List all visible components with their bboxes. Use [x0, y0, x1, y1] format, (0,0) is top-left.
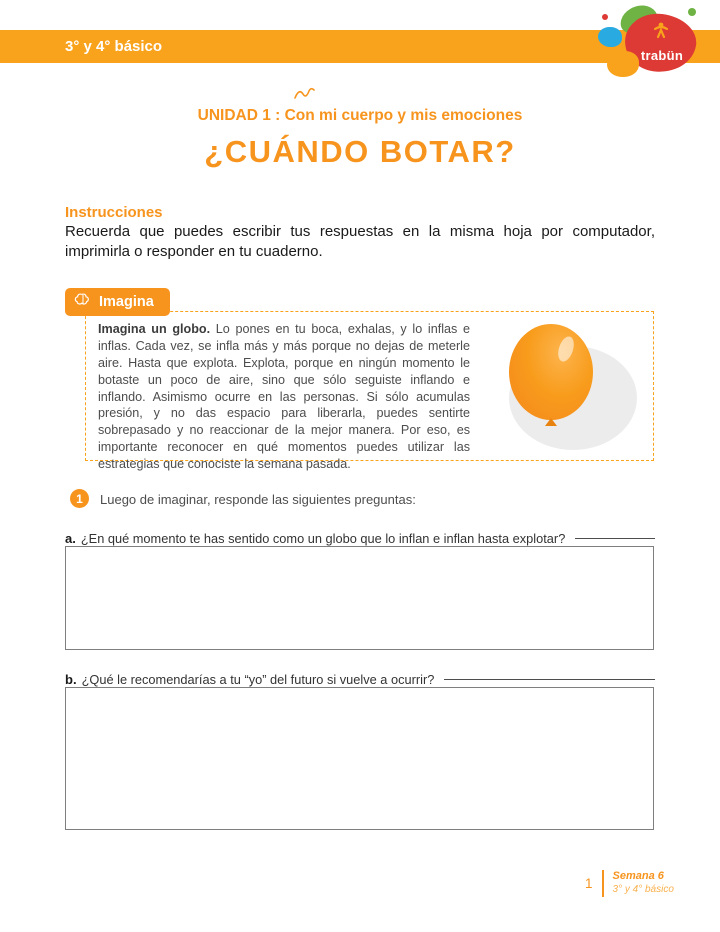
page-number: 1 — [585, 876, 593, 891]
question-b-divider — [444, 679, 655, 680]
question-b-label: b. — [65, 672, 77, 687]
brain-icon — [74, 292, 92, 311]
question-a-text: ¿En qué momento te has sentido como un globo que lo inflan e inflan hasta explotar? — [80, 531, 566, 546]
logo-blue-blob — [598, 27, 622, 47]
question-b — [65, 672, 655, 687]
unit-title: UNIDAD 1 : Con mi cuerpo y mis emociones — [197, 107, 523, 124]
footer-week: Semana 6 — [612, 870, 664, 883]
balloon-icon — [509, 324, 593, 420]
footer-grade: 3° y 4° básico — [612, 884, 674, 896]
imagina-tab — [65, 288, 170, 316]
footer — [585, 870, 674, 897]
imagina-tab-label: Imagina — [99, 293, 154, 310]
logo-splatter-dot — [602, 14, 608, 20]
balloon-knot — [545, 418, 557, 426]
trabun-logo — [598, 6, 698, 80]
imagine-box — [85, 311, 654, 471]
step-intro-text: Luego de imaginar, responde las siguientes preguntas: — [100, 492, 416, 507]
imagine-paragraph — [98, 321, 470, 473]
question-a-divider — [575, 538, 655, 539]
instructions-text: Recuerda que puedes escribir tus respuestas en la misma hoja por computador, imprimirla o responder en tu cuaderno. — [65, 223, 655, 260]
question-b-text: ¿Qué le recomendarías a tu “yo” del futuro si vuelve a ocurrir? — [81, 672, 435, 687]
footer-divider — [602, 870, 604, 897]
grade-label: 3° y 4° básico — [65, 38, 163, 55]
question-a-label: a. — [65, 531, 76, 546]
answer-box-a[interactable] — [65, 546, 654, 650]
imagine-lead: Imagina un globo. — [98, 322, 211, 336]
person-icon — [650, 20, 672, 45]
logo-splatter-dot — [688, 8, 696, 16]
imagine-body: Lo pones en tu boca, exhalas, y lo inflas e inflas. Cada vez, se infla más y más porque no dejas de meterle aire. Hasta que explota. Explota, porque en ningún momento le botaste un poco de aire, sino que sólo seguiste inflando e inflando. Asimismo ocurre en las personas. Si sólo acumulas presión, y no das espacio para liberarla, puedes sentirte sobrepasado y no reaccionar de la mejor manera. Por eso, es importante reconocer en qué momentos puedes utilizar las estrategias que conociste la semana pasada. — [98, 322, 470, 471]
scribble-icon — [293, 86, 315, 106]
instructions-heading: Instrucciones — [65, 204, 163, 221]
page-title: ¿CUÁNDO BOTAR? — [204, 134, 516, 169]
step-number-badge: 1 — [70, 489, 89, 508]
balloon-illustration — [481, 318, 641, 454]
answer-box-b[interactable] — [65, 687, 654, 830]
question-a — [65, 531, 655, 546]
logo-wordmark: trabün — [640, 48, 684, 63]
